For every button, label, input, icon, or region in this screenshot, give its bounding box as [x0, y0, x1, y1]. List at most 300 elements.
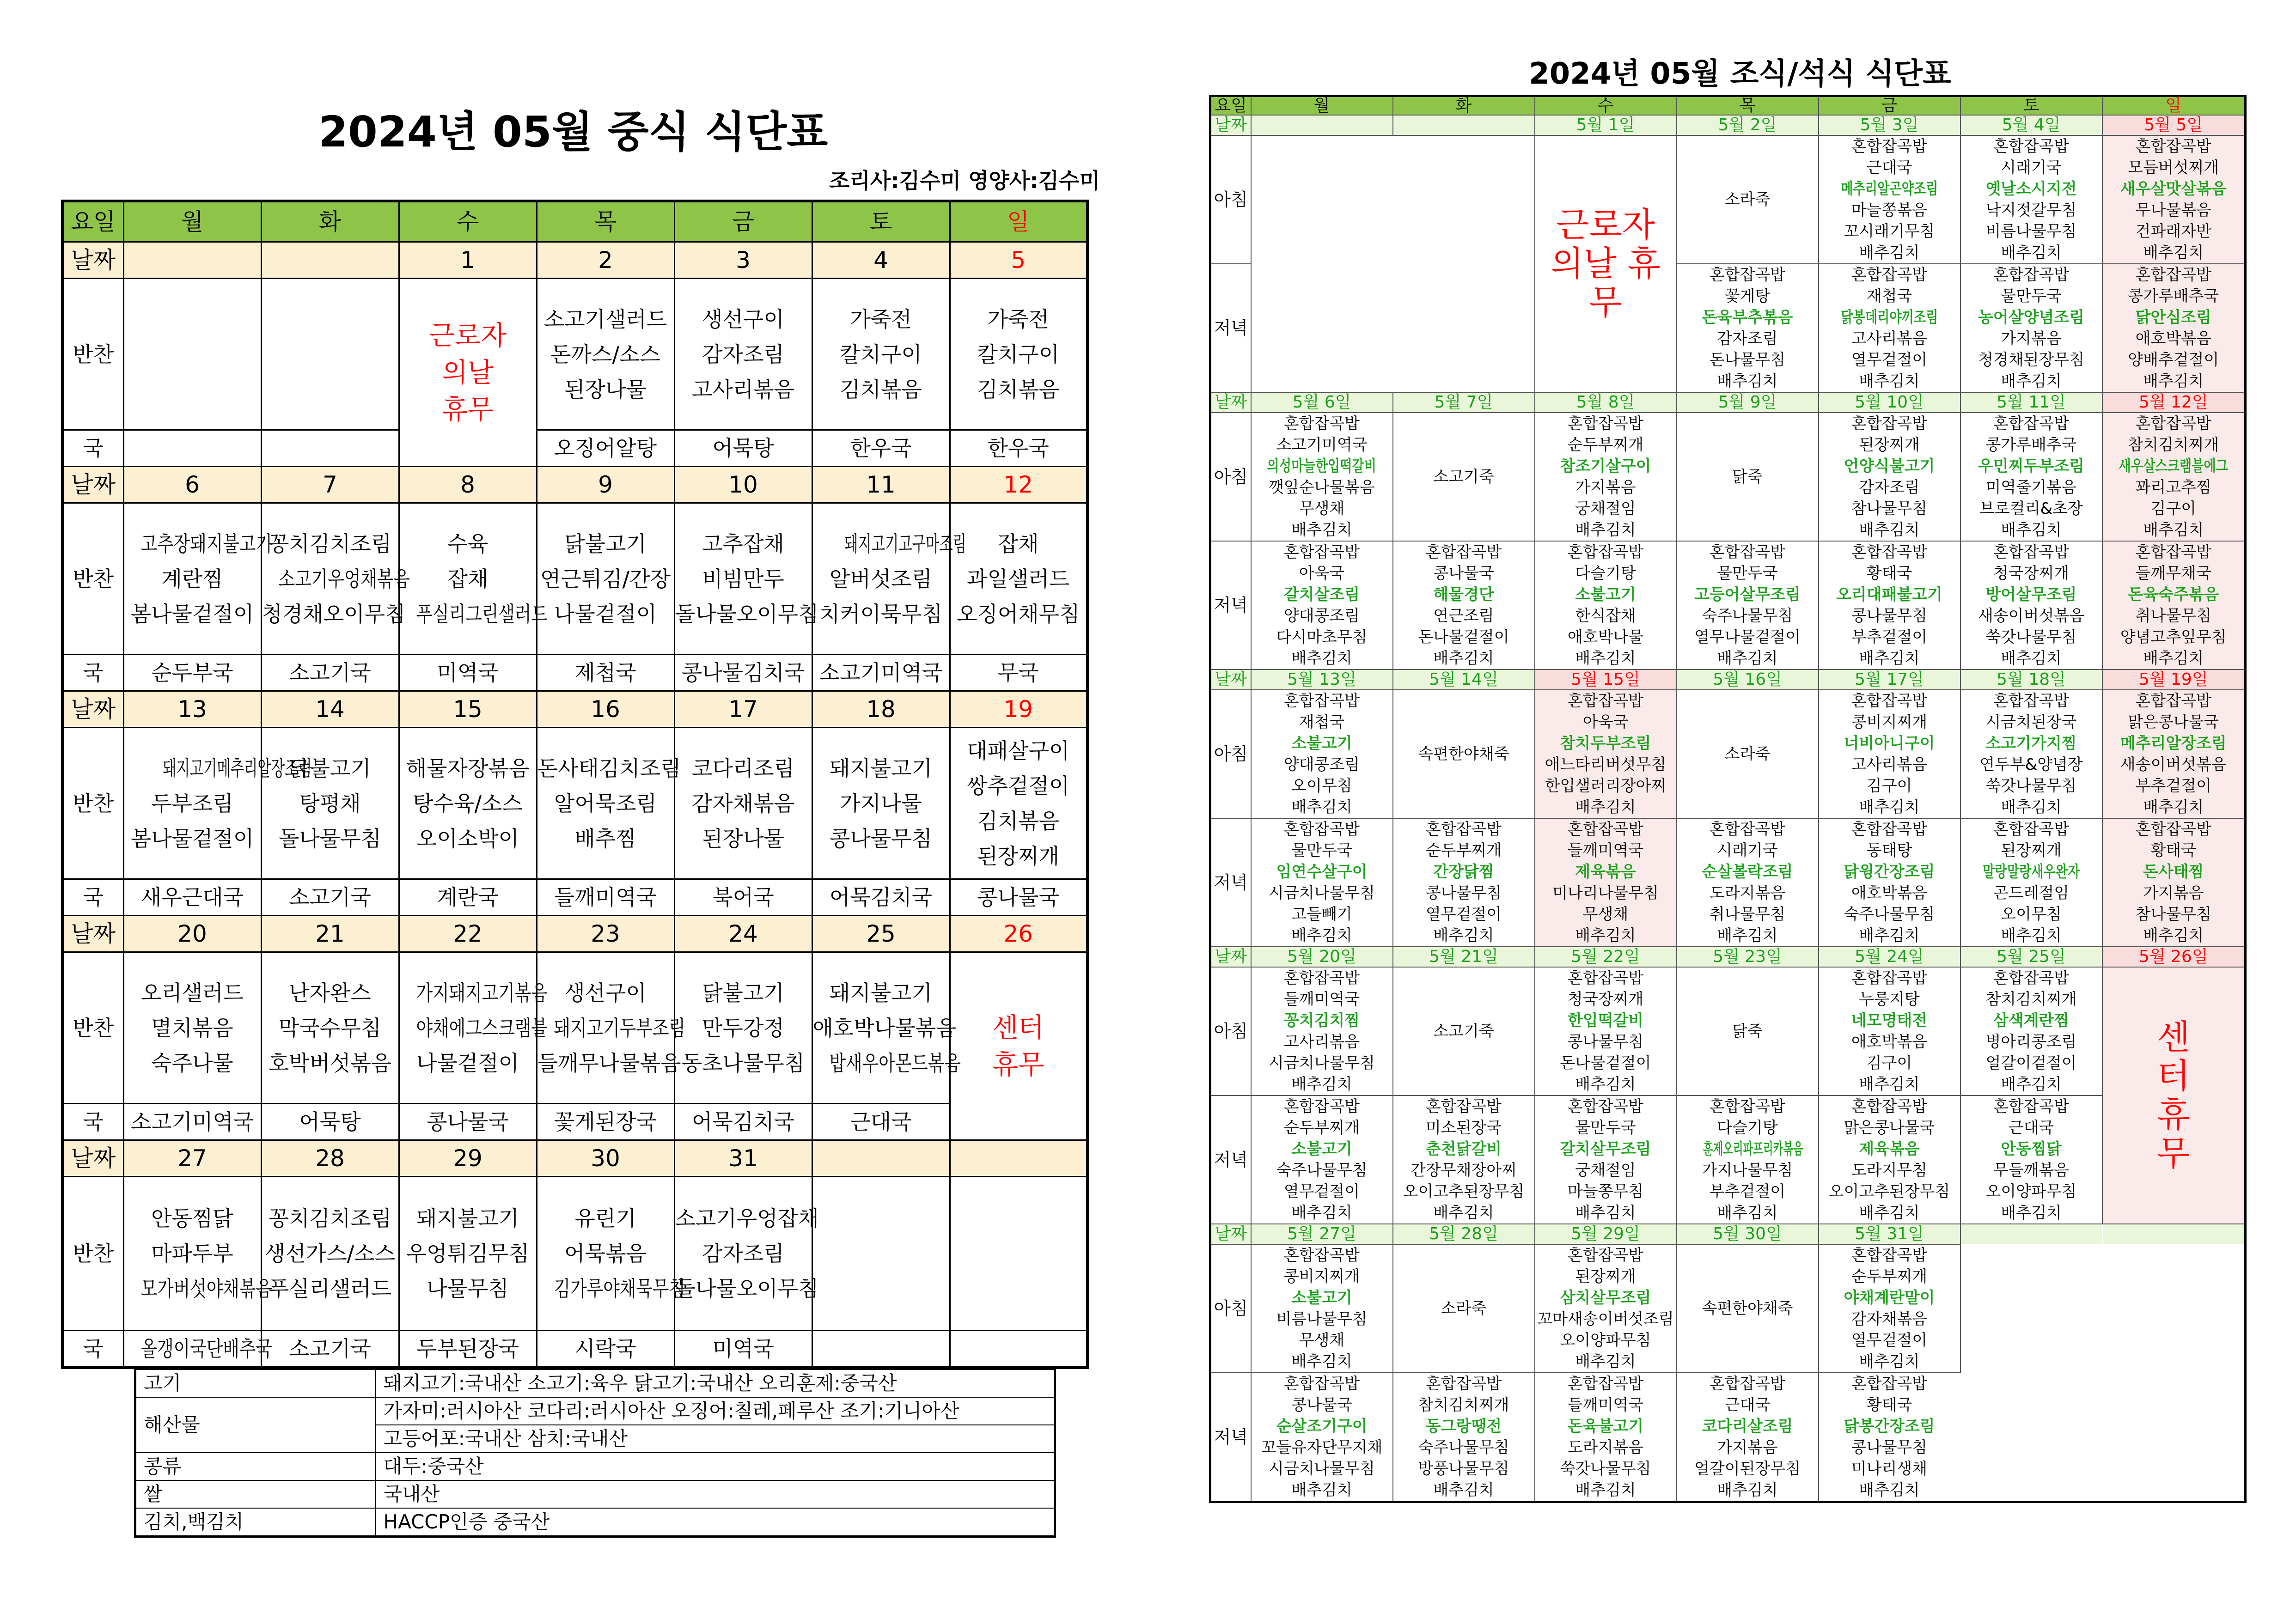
bd-date: 5월 16일: [1677, 670, 1819, 690]
bd-dish: 배추김치: [1717, 1481, 1778, 1499]
bd-dinner-menu: [1819, 1373, 1960, 1502]
lunch-dish: 가지돼지고기볶음: [416, 980, 548, 1005]
bd-dish: 혼합잡곡밥: [1425, 820, 1502, 839]
lunch-dish: 생선가스/소스: [264, 1241, 396, 1266]
bd-dish: 연근조림: [1433, 607, 1494, 625]
bd-dish: 배추김치: [2001, 372, 2062, 390]
bd-date: 5월 1일: [1535, 115, 1677, 135]
bd-breakfast-menu: [1393, 690, 1535, 818]
bd-dish: 순살볼락조림: [1702, 863, 1793, 881]
bd-breakfast-menu: [1677, 135, 1819, 264]
bd-dinner-menu: [2102, 541, 2246, 670]
bd-dish: 된장찌개: [1575, 1267, 1636, 1286]
lunch-dish: 된장나물: [702, 826, 784, 851]
lunch-dish: 어묵볶음: [564, 1241, 647, 1266]
bd-breakfast-menu: [1251, 967, 1393, 1096]
bd-date: 5월 4일: [1960, 115, 2102, 135]
lunch-dish: 돼지불고기: [829, 755, 933, 781]
bd-dish: 감자조림: [1859, 478, 1920, 497]
bd-dish: 가지볶음: [1717, 1438, 1778, 1457]
bd-header-1: 월: [1251, 96, 1393, 116]
lunch-date: 22: [399, 916, 537, 952]
bd-date: 5월 6일: [1251, 392, 1393, 413]
bd-dish: 김구이: [1866, 1054, 1912, 1072]
bd-dish: 쑥갓나물무침: [1985, 777, 2077, 795]
bd-dish: 돈나물겉절이: [1560, 1054, 1651, 1072]
bd-dish: 혼합잡곡밥: [1851, 137, 1928, 156]
lunch-dish: 칼치구이: [840, 341, 922, 367]
bd-dish: 소라죽: [1724, 745, 1771, 763]
bd-date: 5월 15일: [1535, 670, 1677, 690]
bd-dish: 배추김치: [1291, 1352, 1352, 1371]
lunch-header-4: 목: [537, 201, 674, 242]
bd-dinner-menu: [1535, 541, 1677, 670]
lunch-soup: [674, 879, 812, 916]
lunch-header-2: 화: [261, 201, 399, 242]
lunch-side-label: 반찬: [62, 503, 123, 655]
bd-dish: 배추김치: [1859, 372, 1920, 390]
bd-dish: 배추김치: [1291, 649, 1352, 668]
bd-dish: 혼합잡곡밥: [1425, 543, 1502, 561]
lunch-side-dishes: [812, 1177, 950, 1331]
lunch-dish: 야채에그스크램블: [416, 1015, 548, 1041]
bd-dish: 배추김치: [2001, 1075, 2062, 1094]
bd-breakfast-menu: [1819, 135, 1960, 264]
bd-dish: 애느타리버섯무침: [1545, 755, 1667, 774]
bd-dish: 다슬기탕: [1717, 1119, 1778, 1137]
bd-dish: 오이고추된장무침: [1828, 1182, 1950, 1201]
bd-dish: 아욱국: [1582, 713, 1629, 731]
bd-dish: 혼합잡곡밥: [1709, 1375, 1786, 1393]
bd-dish: 배추김치: [1575, 926, 1636, 945]
origin-value: 대두:중국산: [376, 1453, 1055, 1480]
bd-dish: 우민찌두부조림: [1978, 457, 2084, 475]
bd-date-label: 날짜: [1210, 1224, 1251, 1244]
bd-dish: 방어살무조림: [1985, 585, 2077, 604]
lunch-soup: [950, 430, 1087, 467]
lunch-soup: [399, 1331, 537, 1368]
bd-dish: 참치두부조림: [1560, 734, 1651, 753]
bd-dish: 혼합잡곡밥: [1709, 543, 1786, 561]
bd-header-6: 토: [1960, 96, 2102, 116]
bd-dish: 춘천닭갈비: [1425, 1140, 1502, 1158]
bd-dish: 시금치나물무침: [1269, 1460, 1375, 1478]
bd-dish: 돈육숙주볶음: [2128, 585, 2219, 604]
bd-dish: 배추김치: [1717, 649, 1778, 668]
bd-dish: 부추겉절이: [1851, 628, 1928, 646]
lunch-dish: 들깨무나물볶음: [537, 1050, 681, 1076]
lunch-soup-name: 북어국: [712, 885, 774, 910]
bd-dish: 미나리생채: [1851, 1460, 1928, 1478]
bd-dish: 시래기국: [2001, 158, 2062, 177]
lunch-date: 4: [812, 242, 950, 279]
lunch-soup-name: 두부된장국: [416, 1336, 519, 1361]
bd-dish: 콩나물무침: [1851, 1438, 1928, 1457]
lunch-date: 2: [537, 242, 674, 279]
bd-dinner-menu: [1819, 264, 1960, 392]
bd-dish: 열무겉절이: [1851, 351, 1928, 369]
lunch-dish: 돼지고기두부조림: [554, 1015, 685, 1041]
lunch-dish: 알버섯조림: [829, 566, 933, 591]
bd-dish: 가지볶음: [2001, 329, 2062, 348]
lunch-dish: 닭불고기: [702, 980, 784, 1005]
lunch-soup-name: 소고기국: [289, 885, 371, 910]
lunch-dish: 호박버섯볶음: [268, 1050, 392, 1076]
bd-dish: 다시마초무침: [1276, 628, 1368, 646]
bd-dish: 곤드레절임: [1993, 884, 2070, 902]
lunch-side-dishes: [399, 503, 548, 655]
lunch-soup-label: 국: [62, 655, 123, 691]
lunch-dish: 비빔만두: [702, 566, 784, 591]
bd-breakfast-menu: [2102, 413, 2246, 541]
bd-dish: 재첩국: [1866, 287, 1912, 305]
bd-blank-cell: [1251, 135, 1535, 392]
bd-dish: 참치김치찌개: [2128, 436, 2219, 454]
bd-dish: 돈육불고기: [1567, 1417, 1644, 1436]
bd-dish: 소고기미역국: [1276, 436, 1368, 454]
bd-dish: 애호박볶음: [1851, 884, 1928, 902]
bd-dinner-label: 저녁: [1210, 1096, 1251, 1224]
bd-breakfast-menu: [1251, 690, 1393, 818]
lunch-dish: 된장나물: [564, 377, 647, 402]
bd-dinner-menu: [1960, 818, 2102, 947]
origin-label: 콩류: [135, 1453, 376, 1480]
lunch-dish: 나물겉절이: [554, 601, 657, 627]
bd-dish: 재첩국: [1299, 713, 1345, 731]
bd-date: 5월 2일: [1677, 115, 1819, 135]
bd-dinner-menu: [1677, 264, 1819, 392]
bd-dish: 배추김치: [2001, 1204, 2062, 1222]
lunch-soup: [123, 655, 261, 691]
bd-dish: 브로컬리&초장: [1979, 499, 2083, 518]
bd-dish: 배추김치: [1859, 1204, 1920, 1222]
lunch-dish: 연근튀김/간장: [540, 566, 671, 591]
bd-dinner-label: 저녁: [1210, 541, 1251, 670]
lunch-dish: 탕평채: [299, 791, 361, 816]
bd-dinner-menu: [1393, 541, 1535, 670]
lunch-soup-name: 새우근대국: [140, 885, 244, 910]
bd-dish: 혼합잡곡밥: [1709, 820, 1786, 839]
bd-dinner-menu: [2102, 264, 2246, 392]
lunch-dish: 돌나물무침: [278, 826, 382, 851]
bd-dish: 가지볶음: [2143, 884, 2204, 902]
lunch-side-dishes: [261, 952, 399, 1104]
lunch-soup-name: 무국: [997, 660, 1039, 685]
bd-dinner-menu: [1393, 818, 1535, 947]
bd-dish: 의성마늘한입떡갈비: [1267, 457, 1377, 475]
bd-dish: 혼합잡곡밥: [1283, 414, 1360, 433]
bd-date: 5월 11일: [1960, 392, 2102, 413]
lunch-dish: 돈사태김치조림: [537, 755, 681, 781]
bd-dish: 배추김치: [1717, 926, 1778, 945]
bd-breakfast-menu: [1819, 690, 1960, 818]
bd-date: 5월 8일: [1535, 392, 1677, 413]
bd-dish: 고등어살무조림: [1694, 585, 1801, 604]
bd-dish: 도라지볶음: [1709, 884, 1786, 902]
bd-dish: 숙주나물무침: [1276, 1161, 1368, 1180]
origin-label: 쌀: [135, 1480, 376, 1508]
bd-dish: 혼합잡곡밥: [1851, 692, 1928, 710]
bd-dish: 혼합잡곡밥: [1283, 969, 1360, 987]
bd-dish: 근대국: [1724, 1396, 1771, 1414]
lunch-soup: [399, 655, 537, 691]
lunch-soup-name: 꽃게된장국: [554, 1109, 657, 1134]
lunch-date: 12: [950, 467, 1087, 503]
bd-dish: 순두부찌개: [1425, 841, 1502, 860]
lunch-side-dishes: [537, 1177, 685, 1331]
bd-date: 5월 21일: [1393, 947, 1535, 967]
bd-dish: 배추김치: [2143, 926, 2204, 945]
bd-dish: 근대국: [1866, 158, 1912, 177]
lunch-date: 31: [674, 1140, 812, 1177]
bd-dish: 참조기살구이: [1560, 457, 1651, 475]
bd-dish: 배추김치: [2001, 521, 2062, 539]
lunch-dish: 돼지고기메추리알장조림: [162, 755, 312, 781]
bd-dish: 콩나물국: [1291, 1396, 1352, 1414]
lunch-soup-name: 한우국: [850, 436, 912, 461]
lunch-dish: 쌍추겉절이: [967, 773, 1070, 798]
bd-dish: 미역줄기볶음: [1985, 478, 2077, 497]
bd-dish: 깻잎순나물볶음: [1269, 478, 1375, 497]
lunch-side-dishes: [261, 279, 399, 430]
bd-date: 5월 26일: [2102, 947, 2246, 967]
lunch-side-dishes: [123, 952, 261, 1104]
lunch-date: 1: [399, 242, 537, 279]
bd-dinner-menu: [1393, 1373, 1535, 1502]
lunch-soup: [674, 430, 812, 467]
lunch-date: [812, 1140, 950, 1177]
bd-dish: 시래기국: [1717, 841, 1778, 860]
lunch-dish: 돼지불고기: [416, 1206, 519, 1231]
lunch-date: [123, 242, 261, 279]
bd-dish: 돈나물겉절이: [1418, 628, 1509, 646]
lunch-dish: 김치볶음: [840, 377, 922, 402]
lunch-dish: 고사리볶음: [691, 377, 795, 402]
bd-dish: 황태국: [1866, 1396, 1912, 1414]
bd-date: 5월 3일: [1819, 115, 1960, 135]
bd-header-2: 화: [1393, 96, 1535, 116]
lunch-dish: 가지나물: [840, 791, 922, 816]
bd-dish: 혼합잡곡밥: [1567, 692, 1644, 710]
bd-breakfast-menu: [1960, 135, 2102, 264]
bd-dinner-menu: [1960, 1096, 2102, 1224]
bd-dish: 닭봉간장조림: [1844, 1417, 1935, 1436]
bd-dish: 혼합잡곡밥: [2135, 266, 2211, 284]
lunch-dish: 김치볶음: [977, 377, 1060, 402]
bd-dish: 김구이: [2150, 499, 2197, 518]
bd-dish: 갈치살무조림: [1560, 1140, 1651, 1158]
bd-dish: 옛날소시지전: [1985, 180, 2077, 198]
lunch-date: 9: [537, 467, 674, 503]
origin-value: 돼지고기:국내산 소고기:육우 닭고기:국내산 오리훈제:중국산: [376, 1369, 1055, 1398]
bd-dinner-menu: [1393, 1096, 1535, 1224]
bd-dish: 닭봉데리야끼조림: [1840, 308, 1938, 327]
lunch-dish: 마파두부: [151, 1241, 233, 1266]
bd-dinner-label: 저녁: [1210, 818, 1251, 947]
lunch-soup-name: 오징어알탕: [554, 436, 657, 461]
lunch-dish: 치커이묵무침: [819, 601, 943, 627]
lunch-side-dishes: [123, 728, 312, 879]
bd-date-label: 날짜: [1210, 115, 1251, 135]
bd-dish: 꽃게탕: [1724, 287, 1771, 305]
lunch-side-dishes: [123, 1177, 272, 1331]
bd-dish: 콩나물무침: [1567, 1033, 1644, 1051]
bd-date: 5월 27일: [1251, 1224, 1393, 1244]
lunch-dish: 난자완스: [289, 980, 371, 1005]
bd-dish: 배추김치: [1717, 1204, 1778, 1222]
bd-date: 5월 23일: [1677, 947, 1819, 967]
bd-dish: 혼합잡곡밥: [1283, 543, 1360, 561]
lunch-dish: 코다리조림: [691, 755, 795, 781]
bd-dish: 배추김치: [1859, 649, 1920, 668]
bd-dish: 숙주나물무침: [1844, 905, 1935, 924]
bd-breakfast-menu: [1393, 967, 1535, 1096]
bd-dish: 들깨미역국: [1567, 1396, 1644, 1414]
lunch-dish: 밥새우아몬드볶음: [829, 1050, 961, 1076]
bd-header-4: 목: [1677, 96, 1819, 116]
lunch-side-label: 반찬: [62, 952, 123, 1104]
bd-dish: 속편한야채죽: [1418, 745, 1509, 763]
lunch-side-dishes: [537, 503, 674, 655]
origin-label: 김치,백김치: [135, 1508, 376, 1537]
lunch-menu-title: 2024년 05월 중식 식단표: [318, 107, 828, 157]
bd-dish: 무나물볶음: [2135, 201, 2211, 219]
bd-dish: 오이무침: [1291, 777, 1352, 795]
lunch-soup: [261, 879, 399, 916]
lunch-date: 24: [674, 916, 812, 952]
bd-dish: 농어살양념조림: [1978, 308, 2084, 327]
bd-dinner-menu: [1251, 541, 1393, 670]
lunch-date-label: 날짜: [62, 691, 123, 728]
bd-dish: 배추김치: [1291, 798, 1352, 816]
lunch-side-dishes: [950, 503, 1087, 655]
bd-dish: 물만두국: [1717, 564, 1778, 583]
bd-dish: 고사리볶음: [1851, 329, 1928, 348]
lunch-date: 26: [950, 916, 1087, 952]
lunch-soup: [123, 1104, 261, 1140]
bd-dish: 소고기죽: [1433, 468, 1494, 486]
lunch-dish: 닭불고기: [289, 755, 371, 781]
lunch-date: 23: [537, 916, 674, 952]
bd-dish: 감자채볶음: [1851, 1310, 1928, 1328]
bd-dish: 혼합잡곡밥: [1993, 137, 2070, 156]
lunch-date: 28: [261, 1140, 399, 1177]
lunch-dish: 생선구이: [564, 980, 647, 1005]
lunch-dish: 생선구이: [702, 306, 784, 332]
bd-dish: 애호박나물: [1567, 628, 1644, 646]
bd-date: 5월 13일: [1251, 670, 1393, 690]
bd-dish: 갈치살조림: [1283, 585, 1360, 604]
bd-dish: 열무겉절이: [1283, 1182, 1360, 1201]
bd-dish: 쑥갓나물무침: [1560, 1460, 1651, 1478]
bd-date: 5월 24일: [1819, 947, 1960, 967]
bd-dish: 고들빼기: [1291, 905, 1352, 924]
bd-dish: 배추김치: [2001, 243, 2062, 262]
bd-dish: 한식잡채: [1575, 607, 1636, 625]
bd-breakfast-menu: [1677, 690, 1819, 818]
lunch-soup: [537, 1104, 674, 1140]
lunch-dish: 가죽전: [850, 306, 912, 332]
bd-breakfast-menu: [1535, 690, 1677, 818]
lunch-date-label: 날짜: [62, 916, 123, 952]
bd-dish: 아욱국: [1299, 564, 1345, 583]
lunch-side-dishes: [674, 1177, 819, 1331]
bd-dinner-menu: [1677, 818, 1819, 947]
lunch-side-dishes: [123, 503, 272, 655]
bd-dish: 안동찜닭: [2001, 1140, 2062, 1158]
bd-breakfast-label: 아침: [1210, 1244, 1251, 1373]
bd-date: [1960, 1224, 2102, 1244]
lunch-dish: 나물무침: [427, 1276, 509, 1301]
bd-dish: 돈사태찜: [2143, 863, 2204, 881]
bd-dinner-menu: [1819, 541, 1960, 670]
bd-dish: 혼합잡곡밥: [1425, 1375, 1502, 1393]
lunch-date-label: 날짜: [62, 242, 123, 279]
lunch-soup-label: 국: [62, 879, 123, 916]
bd-dish: 간장무채장아찌: [1411, 1161, 1517, 1180]
lunch-dish: 오징어채무침: [956, 601, 1080, 627]
bd-center-closed-notice: 센터 휴무: [2102, 967, 2246, 1224]
bd-breakfast-label: 아침: [1210, 135, 1251, 264]
bd-dish: 혼합잡곡밥: [1567, 1246, 1644, 1265]
lunch-date: 19: [950, 691, 1087, 728]
lunch-date-label: 날짜: [62, 1140, 123, 1177]
breakfast-dinner-menu-table: [1209, 95, 2247, 1503]
lunch-side-dishes: [812, 728, 950, 879]
bd-dish: 감자조림: [1717, 329, 1778, 348]
bd-dish: 배추김치: [1575, 1481, 1636, 1499]
bd-dinner-menu: [1535, 818, 1677, 947]
lunch-dish: 감자채볶음: [691, 791, 795, 816]
bd-dish: 혼합잡곡밥: [1283, 1097, 1360, 1116]
bd-dish: 물만두국: [1575, 1119, 1636, 1137]
bd-dish: 배추김치: [1859, 798, 1920, 816]
bd-dish: 들깨무채국: [2135, 564, 2211, 583]
bd-dish: 얼갈이겉절이: [1985, 1054, 2077, 1072]
lunch-dish: 김가루야채묵무침: [554, 1276, 685, 1301]
origin-value: HACCP인증 중국산: [376, 1508, 1055, 1537]
lunch-dish: 소고기우엉잡채: [675, 1206, 819, 1231]
lunch-dish: 청경채오이무침: [262, 601, 406, 627]
bd-dish: 소라죽: [1724, 190, 1771, 209]
bd-date: 5월 28일: [1393, 1224, 1535, 1244]
bd-date: 5월 30일: [1677, 1224, 1819, 1244]
lunch-dish: 꽁치김치조림: [268, 1206, 392, 1231]
bd-holiday-notice: 근로자의날 휴무: [1535, 135, 1677, 392]
bd-dish: 고사리볶음: [1283, 1033, 1360, 1051]
lunch-dish: 푸실리샐러드: [268, 1276, 392, 1301]
lunch-side-label: 반찬: [62, 728, 123, 879]
bd-dish: 누룽지탕: [1859, 990, 1920, 1009]
bd-dish: 돈나물무침: [1709, 351, 1786, 369]
bd-dish: 혼합잡곡밥: [1993, 543, 2070, 561]
bd-dish: 궁채절임: [1575, 1161, 1636, 1180]
lunch-soup: [812, 879, 950, 916]
lunch-date: 20: [123, 916, 261, 952]
lunch-soup-name: 어묵탕: [712, 436, 774, 461]
bd-dinner-menu: [1677, 1096, 1819, 1224]
bd-dish: 무들깨볶음: [1993, 1161, 2070, 1180]
lunch-date: 16: [537, 691, 674, 728]
bd-dish: 꽁치김치찜: [1283, 1011, 1360, 1030]
lunch-dish: 돼지불고기: [829, 980, 933, 1005]
bd-dish: 오이양파무침: [1985, 1182, 2077, 1201]
bd-dish: 비름나물무침: [1276, 1310, 1368, 1328]
bd-dish: 된장찌개: [2001, 841, 2062, 860]
lunch-soup-name: 소고기국: [289, 1336, 371, 1361]
bd-dish: 배추김치: [1859, 1481, 1920, 1499]
bd-date: 5월 29일: [1535, 1224, 1677, 1244]
